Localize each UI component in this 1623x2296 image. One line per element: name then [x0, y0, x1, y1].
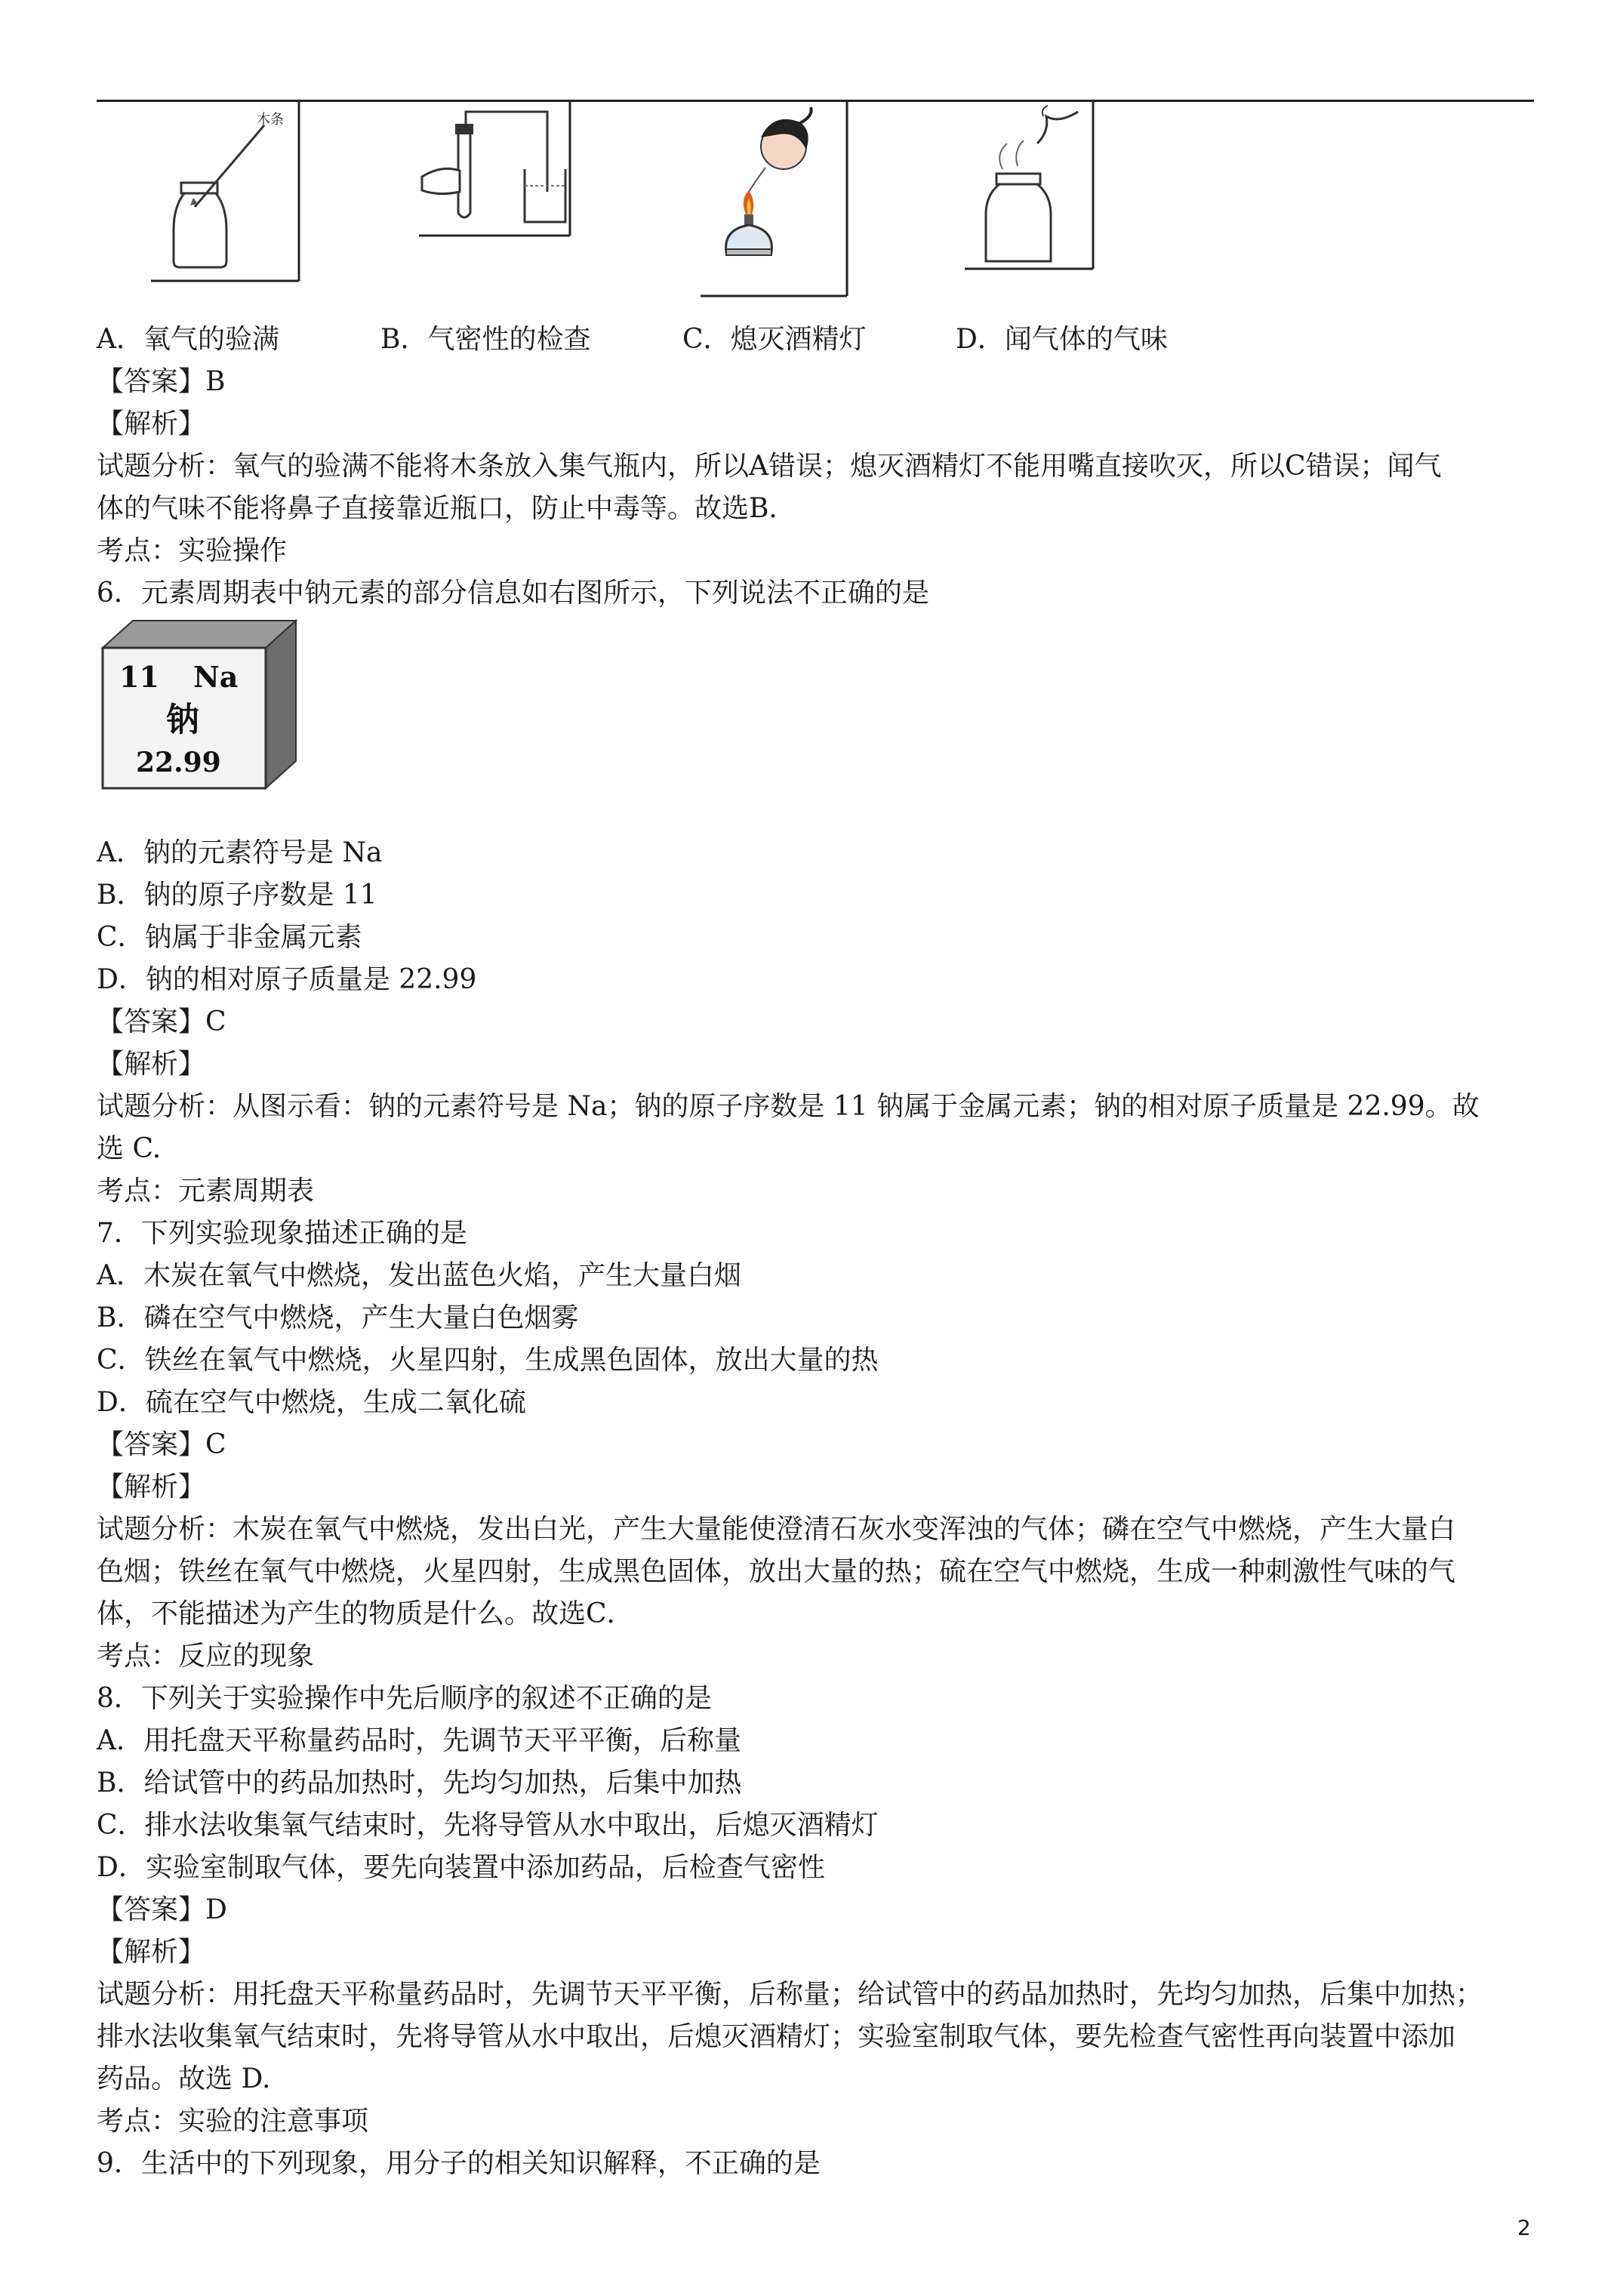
q7-analysis-title: 【解析】: [97, 1472, 206, 1502]
q7-option-b: B．磷在空气中燃烧，产生大量白色烟雾: [97, 1302, 579, 1333]
q8-point: 考点：实验的注意事项: [97, 2106, 369, 2137]
q5-option-c: C．熄灭酒精灯: [682, 324, 867, 355]
q8-analysis-title: 【解析】: [97, 1937, 206, 1968]
q5-point: 考点：实验操作: [97, 535, 288, 566]
q7-analysis-line-3: 体，不能描述为产生的物质是什么。故选C．: [97, 1598, 634, 1629]
q6-option-c: C．钠属于非金属元素: [97, 922, 362, 953]
q6-point: 考点：元素周期表: [97, 1176, 315, 1207]
figure-oxygen-test: [151, 101, 310, 282]
q8-option-b: B．给试管中的药品加热时，先均匀加热，后集中加热: [97, 1767, 742, 1798]
element-name: 钠: [166, 701, 199, 739]
element-symbol: Na: [193, 660, 239, 694]
q6-analysis-title: 【解析】: [97, 1049, 206, 1080]
q7-answer: 【答案】C: [97, 1429, 226, 1460]
q5-options: [97, 319, 1546, 361]
q8-answer: 【答案】D: [97, 1894, 227, 1925]
q7-analysis-line-1: 试题分析：木炭在氧气中燃烧，发出白光，产生大量能使澄清石灰水变浑浊的气体；磷在空气中燃烧，产生大量白: [97, 1514, 1456, 1545]
q8-analysis-line-1: 试题分析：用托盘天平称量药品时，先调节天平平衡，后称量；给试管中的药品加热时，先均匀加热，后集中加热；: [97, 1979, 1483, 2010]
q5-analysis-line-2: 体的气味不能将鼻子直接靠近瓶口，防止中毒等。故选B．: [97, 493, 796, 524]
q8-analysis-line-2: 排水法收集氧气结束时，先将导管从水中取出，后熄灭酒精灯；实验室制取气体，要先检查气密性再向装置中添加: [97, 2021, 1456, 2052]
q6-option-b: B．钠的原子序数是 11: [97, 880, 377, 911]
q6-answer: 【答案】C: [97, 1006, 226, 1037]
q5-answer: 【答案】B: [97, 366, 226, 397]
q7-stem: 7．下列实验现象描述正确的是: [97, 1218, 467, 1249]
q6-stem: 6．元素周期表中钠元素的部分信息如右图所示，下列说法不正确的是: [97, 578, 929, 609]
q8-option-a: A．用托盘天平称量药品时，先调节天平平衡，后称量: [97, 1725, 741, 1756]
q6-option-d: D．钠的相对原子质量是 22.99: [97, 964, 477, 995]
q6-analysis-line-1: 试题分析：从图示看：钠的元素符号是 Na；钠的原子序数是 11 钠属于金属元素；钠的相对原子质量是 22.99。故: [97, 1091, 1480, 1122]
figure-smell-gas: [965, 101, 1098, 270]
q7-option-a: A．木炭在氧气中燃烧，发出蓝色火焰，产生大量白烟: [97, 1260, 741, 1291]
figure-extinguish-lamp: [701, 101, 852, 297]
q7-option-c: C．铁丝在氧气中燃烧，火星四射，生成黑色固体，放出大量的热: [97, 1345, 879, 1376]
q5-option-b: B．气密性的检查: [380, 324, 591, 355]
q8-option-c: C．排水法收集氧气结束时，先将导管从水中取出，后熄灭酒精灯: [97, 1810, 879, 1841]
q8-analysis-line-3: 药品。故选 D.: [97, 2063, 271, 2094]
element-number: 11: [119, 660, 159, 694]
q7-analysis-line-2: 色烟；铁丝在氧气中燃烧，火星四射，生成黑色固体，放出大量的热；硫在空气中燃烧，生成一种刺激性气味的气: [97, 1556, 1456, 1587]
figure-airtight-check: [411, 101, 577, 237]
q6-option-a: A．钠的元素符号是 Na: [97, 837, 383, 868]
q8-stem: 8．下列关于实验操作中先后顺序的叙述不正确的是: [97, 1683, 712, 1714]
q9-stem: 9．生活中的下列现象，用分子的相关知识解释，不正确的是: [97, 2148, 821, 2179]
q8-option-d: D．实验室制取气体，要先向装置中添加药品，后检查气密性: [97, 1852, 825, 1883]
page-number: 2: [1517, 2215, 1531, 2240]
q5-option-a: A．氧气的验满: [97, 324, 279, 355]
q5-analysis-title: 【解析】: [97, 408, 206, 439]
q5-option-d: D．闻气体的气味: [956, 324, 1168, 355]
element-mass: 22.99: [136, 747, 221, 778]
q7-option-d: D．硫在空气中燃烧，生成二氧化硫: [97, 1387, 526, 1418]
q5-analysis-line-1: 试题分析：氧气的验满不能将木条放入集气瓶内，所以A错误；熄灭酒精灯不能用嘴直接吹灭，所以C错误；闻气: [97, 451, 1442, 482]
q7-point: 考点：反应的现象: [97, 1641, 315, 1672]
q6-analysis-line-2: 选 C.: [97, 1133, 162, 1164]
figure-label-mutiao: 木条: [257, 112, 284, 128]
element-tile-figure: [98, 618, 302, 793]
